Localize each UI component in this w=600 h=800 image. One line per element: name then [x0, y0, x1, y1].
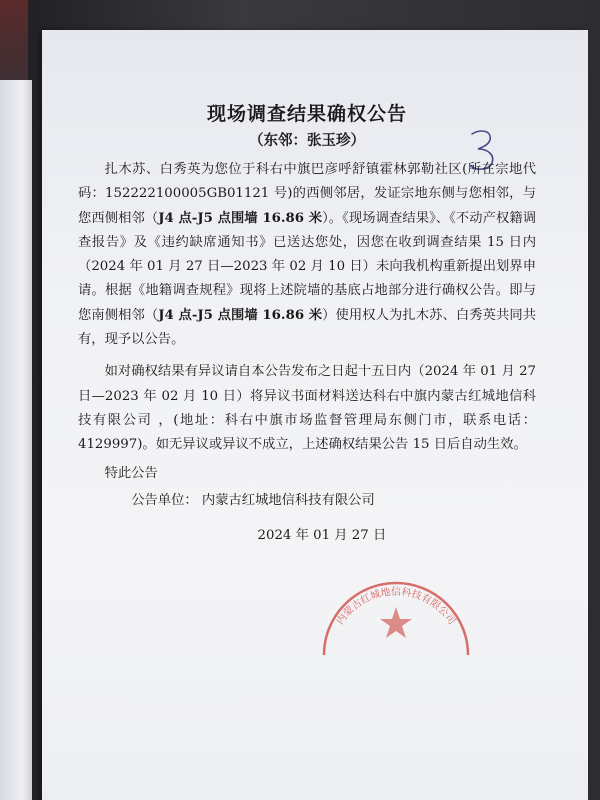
paragraph-1-bold-b: J4 点-J5 点围墙 16.86 米	[158, 307, 323, 323]
page-title: 现场调查结果确权公告	[206, 103, 407, 125]
notice-paragraph-2: 如对确权结果有异议请自本公告发布之日起十五日内（2024 年 01 月 27 日—2023 年 02 月 10 日）将异议书面材料送达科右中旗内蒙古红城地信科技有限公司 ，(地址：科右中旗市场监督管理局东侧门市，联系电话：4129997)。如无异议或异议不成立，上述确权结果公告 15 日后自动生效。	[78, 364, 536, 453]
notice-body	[78, 100, 536, 548]
issuer-line: 公告单位： 内蒙古红城地信科技有限公司	[131, 492, 375, 508]
paragraph-1-bold-a: J4 点-J5 点围墙 16.86 米	[158, 210, 323, 226]
notice-paragraph-1	[78, 158, 536, 352]
underlying-sheet	[0, 80, 32, 800]
page-subtitle: （东邻：张玉珍）	[249, 132, 365, 149]
paragraph-1-text-c: ）使用权人为扎木苏、白秀英共同共有，现予以公告。	[78, 307, 537, 348]
paragraph-1-text-a: 扎木苏、白秀英为您位于科右中旗巴彦呼舒镇霍林郭勒社区(所在宗地代码：152222100005GB01121 号)的西侧邻居，发证宗地东侧与您相邻，与您西侧相邻（	[78, 162, 536, 226]
background-edge	[0, 0, 28, 90]
issue-date: 2024 年 01 月 27 日	[257, 527, 387, 543]
seal-text: 内蒙古红城地信科技有限公司	[334, 586, 458, 627]
paragraph-1-text-b: ）。《现场调查结果》、《不动产权籍调查报告》及《违约缺席通知书》已送达您处，因您在收到调查结果 15 日内（2024 年 01 月 27 日—2023 年 02 月 10 日）未向我机构重新提出划界申请。根据《地籍调查规程》现将上述院墙的基底占地部分进行确权公告。即与您南侧相邻（	[78, 210, 537, 323]
special-notice: 特此公告	[104, 465, 158, 481]
